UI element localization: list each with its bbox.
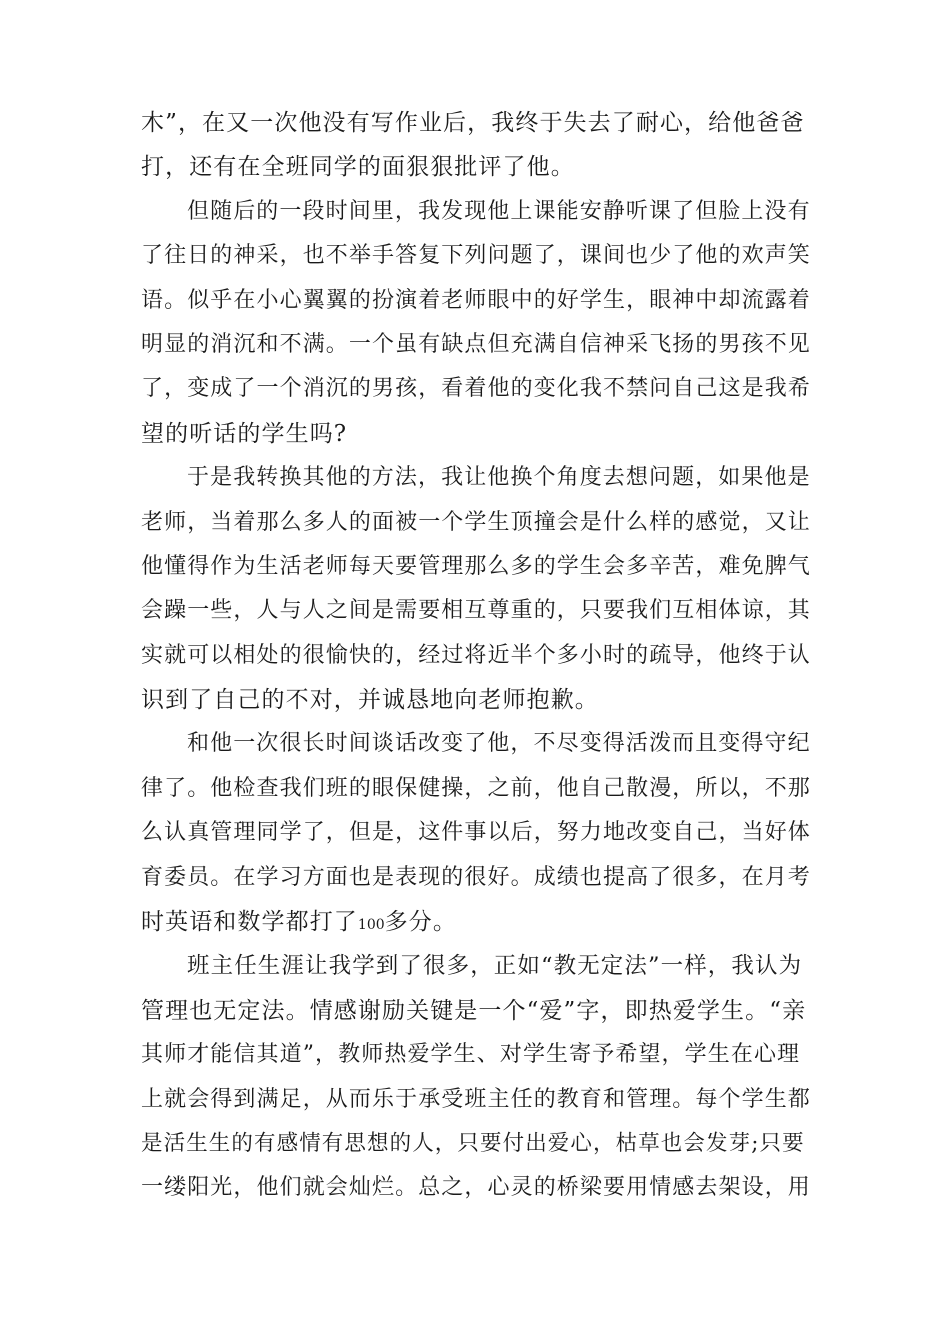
text-line: 上就会得到满足，从而乐于承受班主任的教育和管理。每个学生都 <box>141 1086 811 1112</box>
text-line: 他懂得作为生活老师每天要管理那么多的学生会多辛苦，难免脾气 <box>141 553 811 579</box>
text-line: 了，变成了一个消沉的男孩，看着他的变化我不禁问自己这是我希 <box>141 376 811 402</box>
text-line: 木”，在又一次他没有写作业后，我终于失去了耐心，给他爸爸 <box>141 110 805 136</box>
text-line: 于是我转换其他的方法，我让他换个角度去想问题，如果他是 <box>187 465 811 491</box>
text-line: 识到了自己的不对，并诚恳地向老师抱歉。 <box>141 687 599 714</box>
text-line: 是活生生的有感情有思想的人，只要付出爱心，枯草也会发芽;只要 <box>141 1130 805 1156</box>
text-line: 律了。他检查我们班的眼保健操，之前，他自己散漫，所以，不那 <box>141 775 811 801</box>
text-line: 班主任生涯让我学到了很多，正如“教无定法”一样，我认为 <box>187 953 803 980</box>
text-line: 望的听话的学生吗? <box>141 420 348 447</box>
text-line: 打，还有在全班同学的面狠狠批评了他。 <box>141 154 575 181</box>
score-number: 100 <box>357 917 385 934</box>
text-line: 管理也无定法。情感谢励关键是一个“爱”字，即热爱学生。“亲 <box>141 997 807 1024</box>
text-line: 会躁一些，人与人之间是需要相互尊重的，只要我们互相体谅，其 <box>141 598 811 624</box>
paragraph-2 <box>141 190 811 456</box>
paragraph-3 <box>141 456 811 722</box>
paragraph-1 <box>141 101 811 190</box>
text-line: 了往日的神采，也不举手答复下列问题了，课间也少了他的欢声笑 <box>141 243 811 269</box>
text-fragment: 多分。 <box>384 909 457 936</box>
document-body <box>141 101 811 1211</box>
paragraph-5 <box>141 944 811 1210</box>
text-line: 一缕阳光，他们就会灿烂。总之，心灵的桥梁要用情感去架设，用 <box>141 1175 811 1201</box>
text-line: 但随后的一段时间里，我发现他上课能安静听课了但脸上没有 <box>187 198 811 224</box>
text-line: 老师，当着那么多人的面被一个学生顶撞会是什么样的感觉，又让 <box>141 509 811 535</box>
text-line: 明显的消沉和不满。一个虽有缺点但充满自信神采飞扬的男孩不见 <box>141 331 811 357</box>
paragraph-4 <box>141 722 811 944</box>
text-line-last <box>141 900 811 944</box>
text-fragment: 时英语和数学都打了 <box>141 909 358 936</box>
text-line: 语。似乎在小心翼翼的扮演着老师眼中的好学生，眼神中却流露着 <box>141 287 811 313</box>
text-line: 实就可以相处的很愉快的，经过将近半个多小时的疏导，他终于认 <box>141 642 811 668</box>
text-line: 么认真管理同学了，但是，这件事以后，努力地改变自己，当好体 <box>141 820 811 846</box>
text-line: 其师才能信其道”，教师热爱学生、对学生寄予希望，学生在心理 <box>141 1042 801 1068</box>
text-line: 和他一次很长时间谈话改变了他，不尽变得活泼而且变得守纪 <box>187 731 811 757</box>
text-line: 育委员。在学习方面也是表现的很好。成绩也提高了很多，在月考 <box>141 864 811 890</box>
